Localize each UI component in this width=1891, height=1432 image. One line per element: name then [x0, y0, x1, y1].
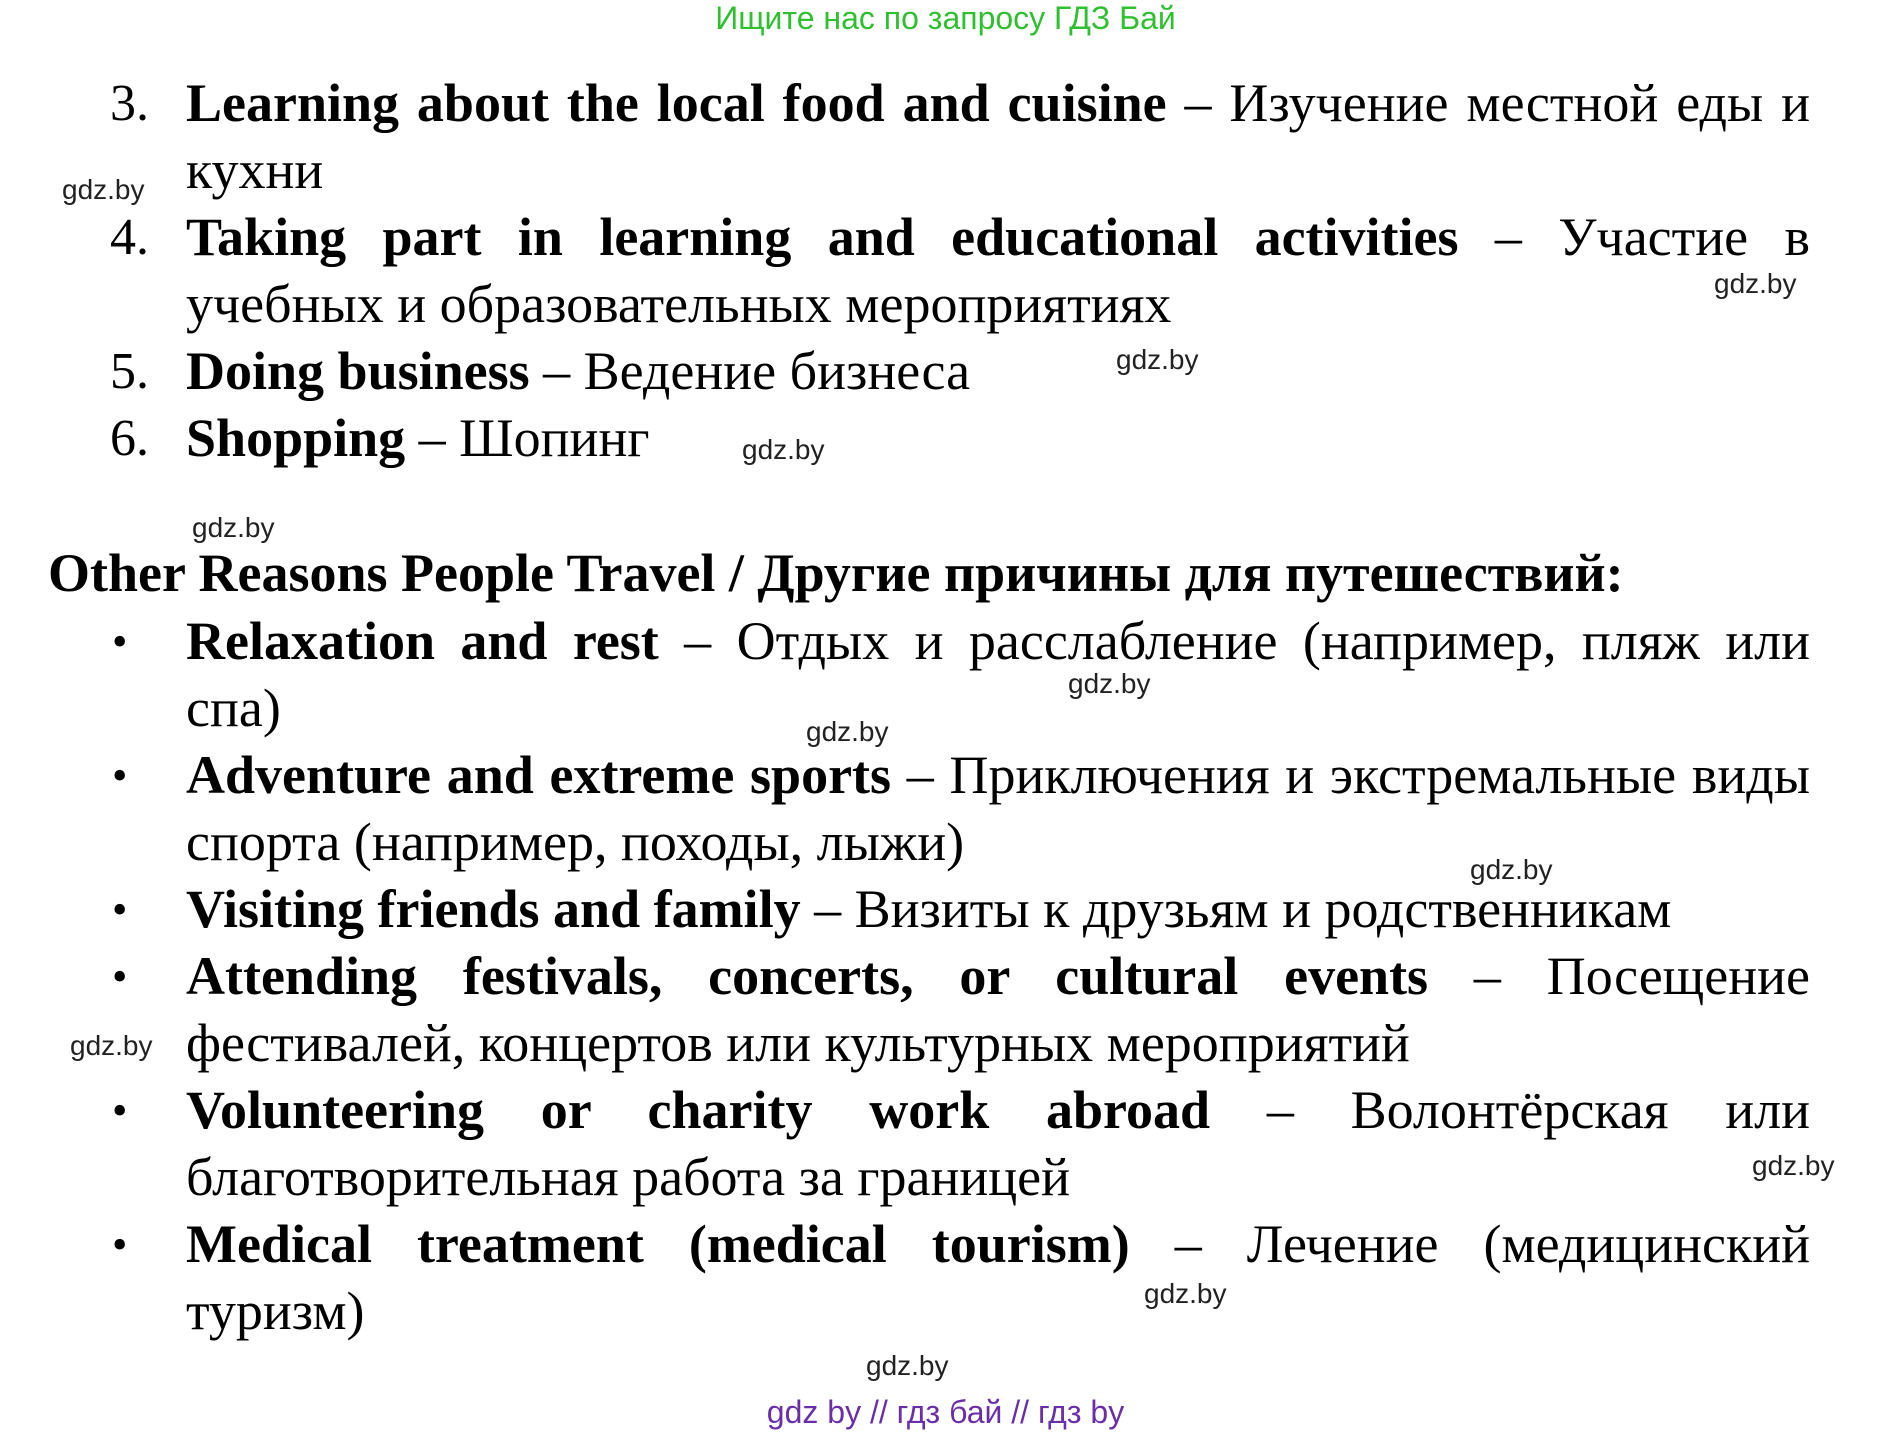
list-number: 3.: [110, 75, 149, 132]
watermark-label: gdz.by: [1714, 268, 1797, 299]
item-translation: – Ведение бизнеса: [529, 341, 971, 401]
watermark-label: gdz.by: [192, 512, 275, 543]
item-translation: – Лечение (медицинский туризм): [186, 1214, 1811, 1341]
watermark-label: gdz.by: [1116, 344, 1199, 375]
bullet-list: [0, 608, 1891, 1345]
watermark-label: gdz.by: [1144, 1278, 1227, 1309]
list-item-text: [186, 608, 1810, 742]
top-banner: Ищите нас по запросу ГДЗ Бай: [715, 0, 1176, 36]
list-number: 6.: [110, 410, 149, 467]
list-item-text: [186, 943, 1810, 1077]
list-number: 5.: [110, 343, 149, 400]
list-item-text: [186, 1077, 1810, 1211]
item-translation: – Отдых и расслабление (например, пляж или спа): [186, 611, 1810, 738]
item-term: Visiting friends and family: [186, 879, 801, 939]
watermark-label: gdz.by: [742, 434, 825, 465]
item-term: Adventure and extreme sports: [186, 745, 892, 805]
item-term: Shopping: [186, 408, 406, 468]
list-item: [0, 943, 1891, 1077]
list-item: [0, 876, 1891, 943]
bullet-icon: •: [112, 1086, 128, 1135]
item-translation: – Приключения и экстремальные виды спорта (например, походы, лыжи): [186, 745, 1810, 872]
list-item: [0, 405, 1891, 472]
item-term: Doing business: [186, 341, 530, 401]
list-item: [0, 608, 1891, 742]
footer-watermark: gdz by // гдз бай // гдз by: [766, 1394, 1125, 1430]
list-item: [0, 204, 1891, 338]
bullet-icon: •: [112, 1220, 128, 1269]
list-item: [0, 70, 1891, 204]
list-number: 4.: [110, 209, 149, 266]
item-term: Attending festivals, concerts, or cultural events: [186, 946, 1429, 1006]
list-item-text: [186, 742, 1810, 876]
watermark-label: gdz.by: [62, 174, 145, 205]
list-item: [0, 742, 1891, 876]
list-item: [0, 1077, 1891, 1211]
watermark-label: gdz.by: [866, 1350, 949, 1381]
bullet-icon: •: [112, 952, 128, 1001]
item-term: Learning about the local food and cuisine: [186, 73, 1167, 133]
list-item: [0, 338, 1891, 405]
item-term: Volunteering or charity work abroad: [186, 1080, 1211, 1140]
list-item-text: [186, 338, 1810, 405]
bullet-icon: •: [112, 617, 128, 666]
item-translation: – Волонтёрская или благотворительная работа за границей: [186, 1080, 1811, 1207]
watermark-label: gdz.by: [1470, 854, 1553, 885]
item-term: Medical treatment (medical tourism): [186, 1214, 1130, 1274]
item-term: Relaxation and rest: [186, 611, 659, 671]
list-item-text: [186, 70, 1810, 204]
list-item-text: [186, 1211, 1810, 1345]
list-item-text: [186, 204, 1810, 338]
item-translation: – Визиты к друзьям и родственникам: [800, 879, 1672, 939]
item-term: Taking part in learning and educational activities: [186, 207, 1459, 267]
bullet-icon: •: [112, 885, 128, 934]
section-heading: Other Reasons People Travel / Другие причины для путешествий:: [48, 543, 1624, 603]
item-translation: – Изучение местной еды и кухни: [186, 73, 1811, 200]
watermark-label: gdz.by: [1068, 668, 1151, 699]
list-item-text: [186, 405, 1810, 472]
watermark-label: gdz.by: [70, 1030, 153, 1061]
item-translation: – Посещение фестивалей, концертов или культурных мероприятий: [186, 946, 1810, 1073]
item-translation: – Участие в учебных и образовательных мероприятиях: [186, 207, 1810, 334]
item-translation: – Шопинг: [405, 408, 650, 468]
bullet-icon: •: [112, 751, 128, 800]
watermark-label: gdz.by: [806, 716, 889, 747]
watermark-label: gdz.by: [1752, 1150, 1835, 1181]
list-item: [0, 1211, 1891, 1345]
list-item-text: [186, 876, 1810, 943]
numbered-list: [0, 70, 1891, 472]
